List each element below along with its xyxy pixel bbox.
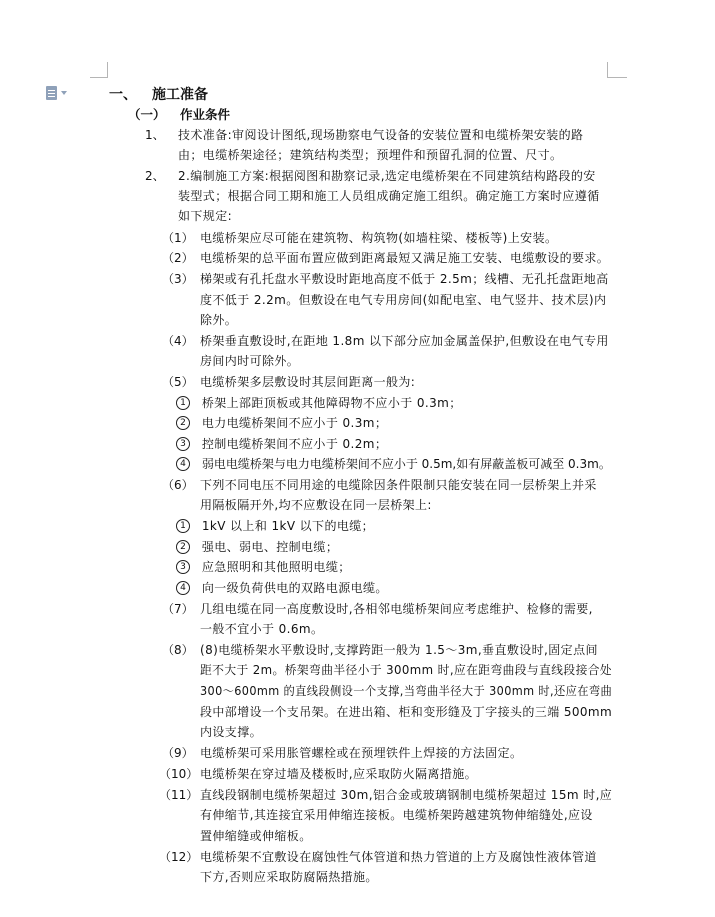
sub-item bbox=[176, 580, 388, 596]
circled-number: 3 bbox=[176, 437, 190, 451]
rule-number: （5） bbox=[162, 375, 194, 389]
heading-2-number: （一） bbox=[128, 107, 166, 122]
rule-line: 电缆桥架可采用胀管螺栓或在预埋铁件上焊接的方法固定。 bbox=[200, 746, 523, 760]
sub-item bbox=[176, 559, 351, 575]
sub-item bbox=[176, 415, 387, 431]
rule-number: （1） bbox=[162, 231, 194, 245]
page-corner-mark bbox=[107, 62, 108, 78]
sub-item-text: 向一级负荷供电的双路电源电缆。 bbox=[201, 581, 388, 595]
rule-number: （6） bbox=[162, 478, 194, 492]
rule-line: 电缆桥架在穿过墙及楼板时,应采取防火隔离措施。 bbox=[200, 767, 478, 781]
sub-item bbox=[176, 436, 387, 452]
rule-line: 一般不宜小于 0.6m。 bbox=[200, 622, 324, 636]
sub-item bbox=[176, 539, 338, 555]
rule-line: 梯架或有孔托盘水平敷设时距地高度不低于 2.5m；线槽、无孔托盘距地高 bbox=[200, 272, 609, 286]
rule-line: 300～600mm 的直线段侧设一个支撑,当弯曲半径大于 300mm 时,还应在弯曲 bbox=[200, 684, 613, 698]
rule-line: 电缆桥架多层敷设时其层间距离一般为: bbox=[200, 375, 416, 389]
heading-1-title: 施工准备 bbox=[152, 87, 208, 103]
paragraph-line: 由；电缆桥架途径；建筑结构类型；预埋件和预留孔洞的位置、尺寸。 bbox=[178, 148, 563, 162]
rule-number: （8） bbox=[162, 643, 194, 657]
rule-number: （10） bbox=[159, 767, 199, 781]
rule-line: 置伸缩缝或伸缩板。 bbox=[200, 829, 312, 843]
rule-line: 距不大于 2m。桥架弯曲半径小于 300mm 时,应在距弯曲段与直线段接合处 bbox=[200, 663, 613, 677]
rule-number: （3） bbox=[162, 272, 194, 286]
navigation-pane-button[interactable] bbox=[46, 86, 67, 100]
sub-item-text: 弱电电缆桥架与电力电缆桥架间不应小于 0.5m,如有屏蔽盖板可减至 0.3m。 bbox=[201, 457, 611, 471]
circled-number: 4 bbox=[176, 457, 190, 471]
heading-2-title: 作业条件 bbox=[180, 107, 231, 122]
rule-line: 下方,否则应采取防腐隔热措施。 bbox=[200, 870, 378, 884]
sub-item bbox=[176, 518, 374, 534]
sub-item-text: 控制电缆桥架间不应小于 0.2m； bbox=[201, 437, 388, 451]
rule-number: （9） bbox=[162, 746, 194, 760]
rule-number: （7） bbox=[162, 602, 194, 616]
rule-number: （11） bbox=[159, 788, 199, 802]
rule-line: 有伸缩节,其连接宜采用伸缩连接板。电缆桥架跨越建筑物伸缩缝处,应设 bbox=[200, 808, 593, 822]
sub-item bbox=[176, 456, 611, 472]
item-number: 1、 bbox=[145, 128, 165, 142]
rule-line: 用隔板隔开外,均不应敷设在同一层桥架上: bbox=[200, 498, 432, 512]
heading-1-number: 一、 bbox=[109, 87, 137, 103]
sub-item-text: 桥架上部距顶板或其他障碍物不应小于 0.3m； bbox=[201, 396, 462, 410]
circled-number: 2 bbox=[176, 540, 190, 554]
page-corner-mark bbox=[607, 62, 608, 78]
page-corner-mark bbox=[90, 77, 108, 78]
sub-item-text: 电力电缆桥架间不应小于 0.3m； bbox=[201, 416, 388, 430]
paragraph-line: 如下规定: bbox=[178, 209, 233, 223]
sub-item-text: 应急照明和其他照明电缆； bbox=[201, 560, 351, 574]
paragraph-line: 技术准备:审阅设计图纸,现场勘察电气设备的安装位置和电缆桥架安装的路 bbox=[178, 128, 584, 142]
rule-line: 电缆桥架应尽可能在建筑物、构筑物(如墙柱梁、楼板等)上安装。 bbox=[200, 231, 558, 245]
rule-line: 下列不同电压不同用途的电缆除因条件限制只能安装在同一层桥架上并采 bbox=[200, 478, 597, 492]
rule-line: 桥架垂直敷设时,在距地 1.8m 以下部分应加金属盖保护,但敷设在电气专用 bbox=[200, 334, 609, 348]
paragraph-line: 2.编制施工方案:根据阅图和勘察记录,选定电缆桥架在不同建筑结构路段的安 bbox=[178, 169, 596, 183]
rule-line: 除外。 bbox=[200, 313, 238, 327]
sub-item bbox=[176, 395, 462, 411]
rule-line: 直线段钢制电缆桥架超过 30m,铝合金或玻璃钢制电缆桥架超过 15m 时,应 bbox=[200, 788, 613, 802]
rule-line: 电缆桥架不宜敷设在腐蚀性气体管道和热力管道的上方及腐蚀性液体管道 bbox=[200, 850, 597, 864]
rule-line: 电缆桥架的总平面布置应做到距离最短又满足施工安装、电缆敷设的要求。 bbox=[200, 251, 610, 265]
rule-number: （4） bbox=[162, 334, 194, 348]
chevron-down-icon bbox=[61, 91, 67, 95]
page-corner-mark bbox=[607, 77, 627, 78]
document-icon bbox=[46, 86, 57, 100]
circled-number: 1 bbox=[176, 396, 190, 410]
paragraph-line: 装型式；根据合同工期和施工人员组成确定施工组织。确定施工方案时应遵循 bbox=[178, 189, 600, 203]
circled-number: 4 bbox=[176, 581, 190, 595]
rule-line: 几组电缆在同一高度敷设时,各相邻电缆桥架间应考虑维护、检修的需要, bbox=[200, 602, 593, 616]
circled-number: 1 bbox=[176, 519, 190, 533]
sub-item-text: 1kV 以上和 1kV 以下的电缆； bbox=[201, 519, 375, 533]
sub-item-text: 强电、弱电、控制电缆； bbox=[201, 540, 339, 554]
rule-line: 段中部增设一个支吊架。在进出箱、柜和变形缝及丁字接头的三端 500mm bbox=[200, 705, 613, 719]
rule-line: (8)电缆桥架水平敷设时,支撑跨距一般为 1.5～3m,垂直敷设时,固定点间 bbox=[200, 643, 598, 657]
item-number: 2、 bbox=[145, 169, 165, 183]
rule-number: （2） bbox=[162, 251, 194, 265]
rule-line: 度不低于 2.2m。但敷设在电气专用房间(如配电室、电气竖井、技术层)内 bbox=[200, 293, 607, 307]
rule-line: 房间内时可除外。 bbox=[200, 354, 300, 368]
rule-number: （12） bbox=[159, 850, 199, 864]
circled-number: 3 bbox=[176, 560, 190, 574]
rule-line: 内设支撑。 bbox=[200, 725, 263, 739]
circled-number: 2 bbox=[176, 416, 190, 430]
